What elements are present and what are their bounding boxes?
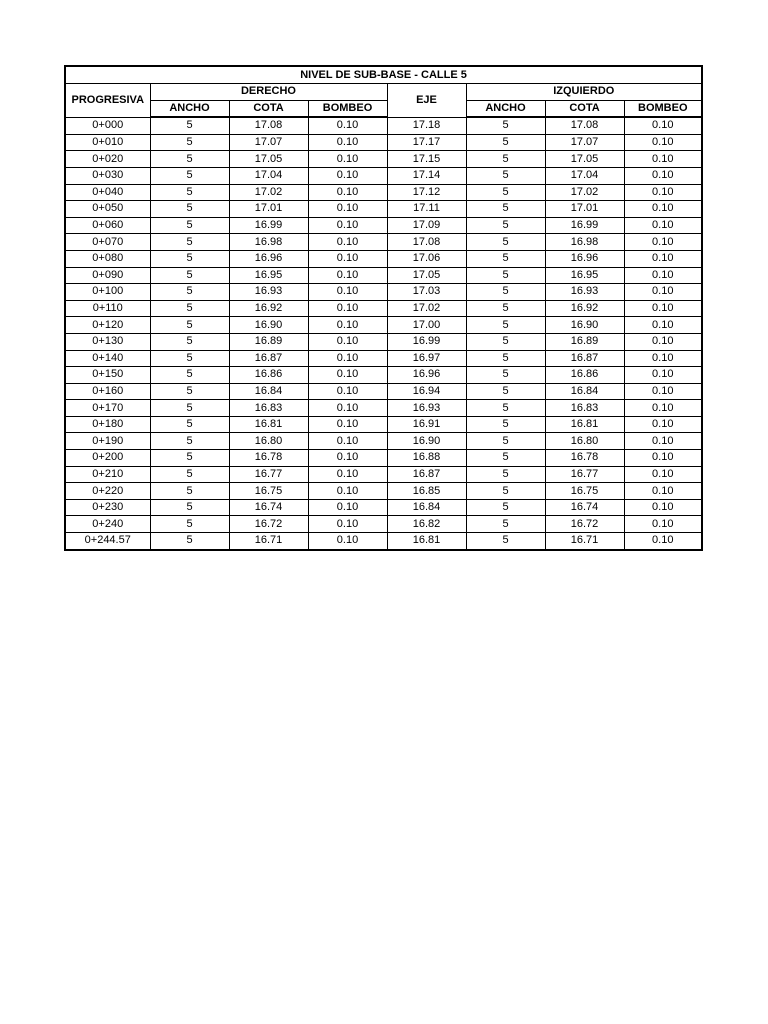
cota-izquierdo-cell: 16.95 <box>545 267 624 284</box>
table-row <box>65 300 702 317</box>
bombeo-izquierdo-cell: 0.10 <box>624 333 702 350</box>
progresiva-cell: 0+190 <box>65 433 150 450</box>
bombeo-izquierdo-cell: 0.10 <box>624 267 702 284</box>
bombeo-izquierdo-cell: 0.10 <box>624 134 702 151</box>
table-row <box>65 333 702 350</box>
progresiva-cell: 0+140 <box>65 350 150 367</box>
bombeo-izquierdo-cell: 0.10 <box>624 234 702 251</box>
eje-cell: 17.02 <box>387 300 466 317</box>
cota-derecho-cell: 16.75 <box>229 483 308 500</box>
derecho-header: DERECHO <box>150 84 387 101</box>
cota-derecho-cell: 16.93 <box>229 284 308 301</box>
bombeo-derecho-cell: 0.10 <box>308 533 387 550</box>
cota-derecho-cell: 17.04 <box>229 167 308 184</box>
ancho-derecho-cell: 5 <box>150 250 229 267</box>
bombeo-izquierdo-cell: 0.10 <box>624 167 702 184</box>
cota-izquierdo-cell: 16.74 <box>545 499 624 516</box>
bombeo-derecho-cell: 0.10 <box>308 151 387 168</box>
bombeo-izquierdo-cell: 0.10 <box>624 284 702 301</box>
bombeo-izquierdo-cell: 0.10 <box>624 117 702 134</box>
cota-derecho-cell: 16.78 <box>229 450 308 467</box>
eje-header: EJE <box>387 84 466 118</box>
cota-derecho-cell: 16.80 <box>229 433 308 450</box>
ancho-izquierdo-cell: 5 <box>466 333 545 350</box>
bombeo-derecho-cell: 0.10 <box>308 234 387 251</box>
eje-cell: 16.99 <box>387 333 466 350</box>
bombeo-derecho-cell: 0.10 <box>308 416 387 433</box>
progresiva-cell: 0+080 <box>65 250 150 267</box>
cota-izquierdo-cell: 17.02 <box>545 184 624 201</box>
cota-derecho-cell: 16.98 <box>229 234 308 251</box>
cota-izquierdo-cell: 16.81 <box>545 416 624 433</box>
ancho-izquierdo-cell: 5 <box>466 383 545 400</box>
ancho-derecho-cell: 5 <box>150 167 229 184</box>
progresiva-header: PROGRESIVA <box>65 84 150 118</box>
progresiva-cell: 0+040 <box>65 184 150 201</box>
ancho-izquierdo-cell: 5 <box>466 217 545 234</box>
eje-cell: 16.93 <box>387 400 466 417</box>
cota-derecho-cell: 17.02 <box>229 184 308 201</box>
ancho-derecho-cell: 5 <box>150 367 229 384</box>
cota-derecho-cell: 16.96 <box>229 250 308 267</box>
ancho-izquierdo-cell: 5 <box>466 516 545 533</box>
ancho-izquierdo-header: ANCHO <box>466 100 545 117</box>
cota-derecho-cell: 16.99 <box>229 217 308 234</box>
cota-izquierdo-cell: 16.87 <box>545 350 624 367</box>
table-title: NIVEL DE SUB-BASE - CALLE 5 <box>65 66 702 84</box>
cota-izquierdo-cell: 16.75 <box>545 483 624 500</box>
table-row <box>65 383 702 400</box>
cota-izquierdo-cell: 16.90 <box>545 317 624 334</box>
ancho-derecho-cell: 5 <box>150 217 229 234</box>
cota-derecho-cell: 16.83 <box>229 400 308 417</box>
eje-cell: 16.88 <box>387 450 466 467</box>
cota-izquierdo-cell: 16.72 <box>545 516 624 533</box>
ancho-derecho-cell: 5 <box>150 134 229 151</box>
progresiva-cell: 0+110 <box>65 300 150 317</box>
bombeo-derecho-cell: 0.10 <box>308 300 387 317</box>
progresiva-cell: 0+180 <box>65 416 150 433</box>
table-row <box>65 167 702 184</box>
ancho-derecho-cell: 5 <box>150 416 229 433</box>
progresiva-cell: 0+070 <box>65 234 150 251</box>
cota-izquierdo-cell: 17.08 <box>545 117 624 134</box>
bombeo-derecho-cell: 0.10 <box>308 267 387 284</box>
cota-izquierdo-cell: 16.71 <box>545 533 624 550</box>
bombeo-izquierdo-cell: 0.10 <box>624 151 702 168</box>
cota-derecho-header: COTA <box>229 100 308 117</box>
ancho-izquierdo-cell: 5 <box>466 466 545 483</box>
ancho-izquierdo-cell: 5 <box>466 416 545 433</box>
spreadsheet-sheet <box>64 65 701 551</box>
table-row <box>65 201 702 218</box>
bombeo-izquierdo-cell: 0.10 <box>624 516 702 533</box>
ancho-derecho-cell: 5 <box>150 201 229 218</box>
ancho-izquierdo-cell: 5 <box>466 317 545 334</box>
progresiva-cell: 0+244.57 <box>65 533 150 550</box>
bombeo-derecho-cell: 0.10 <box>308 250 387 267</box>
table-row <box>65 134 702 151</box>
cota-izquierdo-cell: 17.07 <box>545 134 624 151</box>
bombeo-izquierdo-cell: 0.10 <box>624 400 702 417</box>
progresiva-cell: 0+050 <box>65 201 150 218</box>
cota-izquierdo-cell: 16.96 <box>545 250 624 267</box>
table-row <box>65 533 702 550</box>
cota-izquierdo-header: COTA <box>545 100 624 117</box>
ancho-izquierdo-cell: 5 <box>466 350 545 367</box>
table-body <box>65 117 702 549</box>
eje-cell: 17.18 <box>387 117 466 134</box>
progresiva-cell: 0+100 <box>65 284 150 301</box>
cota-izquierdo-cell: 16.98 <box>545 234 624 251</box>
cota-derecho-cell: 16.90 <box>229 317 308 334</box>
ancho-derecho-cell: 5 <box>150 483 229 500</box>
ancho-derecho-header: ANCHO <box>150 100 229 117</box>
bombeo-izquierdo-cell: 0.10 <box>624 317 702 334</box>
cota-izquierdo-cell: 16.83 <box>545 400 624 417</box>
cota-derecho-cell: 16.81 <box>229 416 308 433</box>
table-row <box>65 466 702 483</box>
bombeo-derecho-cell: 0.10 <box>308 516 387 533</box>
table-row <box>65 317 702 334</box>
progresiva-cell: 0+030 <box>65 167 150 184</box>
progresiva-cell: 0+210 <box>65 466 150 483</box>
bombeo-derecho-cell: 0.10 <box>308 333 387 350</box>
bombeo-derecho-cell: 0.10 <box>308 201 387 218</box>
ancho-derecho-cell: 5 <box>150 151 229 168</box>
bombeo-izquierdo-cell: 0.10 <box>624 184 702 201</box>
bombeo-izquierdo-cell: 0.10 <box>624 217 702 234</box>
eje-cell: 16.85 <box>387 483 466 500</box>
progresiva-cell: 0+150 <box>65 367 150 384</box>
bombeo-derecho-cell: 0.10 <box>308 167 387 184</box>
ancho-izquierdo-cell: 5 <box>466 167 545 184</box>
ancho-izquierdo-cell: 5 <box>466 483 545 500</box>
progresiva-cell: 0+060 <box>65 217 150 234</box>
cota-izquierdo-cell: 17.01 <box>545 201 624 218</box>
bombeo-izquierdo-cell: 0.10 <box>624 416 702 433</box>
cota-izquierdo-cell: 16.93 <box>545 284 624 301</box>
progresiva-cell: 0+220 <box>65 483 150 500</box>
sub-base-level-table <box>64 65 703 551</box>
cota-derecho-cell: 16.87 <box>229 350 308 367</box>
ancho-derecho-cell: 5 <box>150 333 229 350</box>
eje-cell: 16.87 <box>387 466 466 483</box>
bombeo-derecho-cell: 0.10 <box>308 117 387 134</box>
eje-cell: 17.14 <box>387 167 466 184</box>
table-row <box>65 117 702 134</box>
ancho-derecho-cell: 5 <box>150 350 229 367</box>
cota-izquierdo-cell: 16.86 <box>545 367 624 384</box>
table-row <box>65 234 702 251</box>
cota-derecho-cell: 16.71 <box>229 533 308 550</box>
eje-cell: 16.96 <box>387 367 466 384</box>
cota-derecho-cell: 17.01 <box>229 201 308 218</box>
cota-derecho-cell: 16.84 <box>229 383 308 400</box>
cota-izquierdo-cell: 16.84 <box>545 383 624 400</box>
progresiva-cell: 0+010 <box>65 134 150 151</box>
cota-derecho-cell: 16.89 <box>229 333 308 350</box>
cota-derecho-cell: 16.86 <box>229 367 308 384</box>
ancho-derecho-cell: 5 <box>150 284 229 301</box>
ancho-izquierdo-cell: 5 <box>466 184 545 201</box>
table-row <box>65 184 702 201</box>
progresiva-cell: 0+020 <box>65 151 150 168</box>
bombeo-izquierdo-cell: 0.10 <box>624 533 702 550</box>
eje-cell: 17.00 <box>387 317 466 334</box>
ancho-derecho-cell: 5 <box>150 533 229 550</box>
ancho-izquierdo-cell: 5 <box>466 234 545 251</box>
bombeo-derecho-cell: 0.10 <box>308 450 387 467</box>
bombeo-derecho-cell: 0.10 <box>308 483 387 500</box>
ancho-derecho-cell: 5 <box>150 450 229 467</box>
cota-izquierdo-cell: 16.92 <box>545 300 624 317</box>
cota-derecho-cell: 16.74 <box>229 499 308 516</box>
ancho-derecho-cell: 5 <box>150 184 229 201</box>
eje-cell: 16.84 <box>387 499 466 516</box>
table-row <box>65 499 702 516</box>
ancho-izquierdo-cell: 5 <box>466 300 545 317</box>
bombeo-izquierdo-cell: 0.10 <box>624 483 702 500</box>
ancho-izquierdo-cell: 5 <box>466 367 545 384</box>
cota-derecho-cell: 17.05 <box>229 151 308 168</box>
bombeo-derecho-cell: 0.10 <box>308 184 387 201</box>
progresiva-cell: 0+120 <box>65 317 150 334</box>
bombeo-derecho-header: BOMBEO <box>308 100 387 117</box>
bombeo-izquierdo-cell: 0.10 <box>624 466 702 483</box>
table-row <box>65 350 702 367</box>
ancho-izquierdo-cell: 5 <box>466 533 545 550</box>
table-row <box>65 284 702 301</box>
bombeo-derecho-cell: 0.10 <box>308 284 387 301</box>
ancho-derecho-cell: 5 <box>150 466 229 483</box>
table-row <box>65 151 702 168</box>
bombeo-izquierdo-cell: 0.10 <box>624 450 702 467</box>
table-row <box>65 367 702 384</box>
cota-izquierdo-cell: 17.05 <box>545 151 624 168</box>
ancho-derecho-cell: 5 <box>150 433 229 450</box>
eje-cell: 16.94 <box>387 383 466 400</box>
bombeo-derecho-cell: 0.10 <box>308 383 387 400</box>
bombeo-izquierdo-cell: 0.10 <box>624 350 702 367</box>
eje-cell: 17.12 <box>387 184 466 201</box>
cota-derecho-cell: 17.07 <box>229 134 308 151</box>
ancho-derecho-cell: 5 <box>150 117 229 134</box>
bombeo-derecho-cell: 0.10 <box>308 134 387 151</box>
table-row <box>65 267 702 284</box>
eje-cell: 16.81 <box>387 533 466 550</box>
bombeo-derecho-cell: 0.10 <box>308 317 387 334</box>
eje-cell: 16.90 <box>387 433 466 450</box>
bombeo-izquierdo-cell: 0.10 <box>624 383 702 400</box>
table-row <box>65 433 702 450</box>
ancho-derecho-cell: 5 <box>150 267 229 284</box>
bombeo-derecho-cell: 0.10 <box>308 466 387 483</box>
ancho-izquierdo-cell: 5 <box>466 201 545 218</box>
progresiva-cell: 0+160 <box>65 383 150 400</box>
table-row <box>65 400 702 417</box>
bombeo-izquierdo-cell: 0.10 <box>624 433 702 450</box>
table-row <box>65 516 702 533</box>
progresiva-cell: 0+240 <box>65 516 150 533</box>
ancho-izquierdo-cell: 5 <box>466 134 545 151</box>
table-row <box>65 450 702 467</box>
cota-derecho-cell: 16.72 <box>229 516 308 533</box>
eje-cell: 16.82 <box>387 516 466 533</box>
table-row <box>65 483 702 500</box>
progresiva-cell: 0+090 <box>65 267 150 284</box>
bombeo-derecho-cell: 0.10 <box>308 350 387 367</box>
table-row <box>65 217 702 234</box>
eje-cell: 17.08 <box>387 234 466 251</box>
ancho-derecho-cell: 5 <box>150 516 229 533</box>
cota-derecho-cell: 16.77 <box>229 466 308 483</box>
ancho-derecho-cell: 5 <box>150 234 229 251</box>
ancho-izquierdo-cell: 5 <box>466 400 545 417</box>
ancho-derecho-cell: 5 <box>150 400 229 417</box>
ancho-izquierdo-cell: 5 <box>466 250 545 267</box>
ancho-derecho-cell: 5 <box>150 317 229 334</box>
cota-izquierdo-cell: 16.78 <box>545 450 624 467</box>
bombeo-derecho-cell: 0.10 <box>308 400 387 417</box>
progresiva-cell: 0+000 <box>65 117 150 134</box>
ancho-izquierdo-cell: 5 <box>466 117 545 134</box>
ancho-izquierdo-cell: 5 <box>466 433 545 450</box>
ancho-derecho-cell: 5 <box>150 300 229 317</box>
bombeo-izquierdo-cell: 0.10 <box>624 250 702 267</box>
eje-cell: 17.06 <box>387 250 466 267</box>
bombeo-derecho-cell: 0.10 <box>308 433 387 450</box>
ancho-izquierdo-cell: 5 <box>466 284 545 301</box>
progresiva-cell: 0+230 <box>65 499 150 516</box>
eje-cell: 17.09 <box>387 217 466 234</box>
eje-cell: 16.91 <box>387 416 466 433</box>
bombeo-derecho-cell: 0.10 <box>308 499 387 516</box>
cota-izquierdo-cell: 16.80 <box>545 433 624 450</box>
cota-derecho-cell: 16.95 <box>229 267 308 284</box>
eje-cell: 16.97 <box>387 350 466 367</box>
bombeo-derecho-cell: 0.10 <box>308 217 387 234</box>
cota-derecho-cell: 16.92 <box>229 300 308 317</box>
bombeo-derecho-cell: 0.10 <box>308 367 387 384</box>
bombeo-izquierdo-cell: 0.10 <box>624 367 702 384</box>
cota-izquierdo-cell: 16.99 <box>545 217 624 234</box>
progresiva-cell: 0+130 <box>65 333 150 350</box>
ancho-izquierdo-cell: 5 <box>466 267 545 284</box>
eje-cell: 17.05 <box>387 267 466 284</box>
bombeo-izquierdo-cell: 0.10 <box>624 201 702 218</box>
eje-cell: 17.11 <box>387 201 466 218</box>
table-row <box>65 250 702 267</box>
ancho-derecho-cell: 5 <box>150 499 229 516</box>
bombeo-izquierdo-header: BOMBEO <box>624 100 702 117</box>
progresiva-cell: 0+200 <box>65 450 150 467</box>
progresiva-cell: 0+170 <box>65 400 150 417</box>
ancho-izquierdo-cell: 5 <box>466 499 545 516</box>
cota-izquierdo-cell: 16.89 <box>545 333 624 350</box>
ancho-derecho-cell: 5 <box>150 383 229 400</box>
bombeo-izquierdo-cell: 0.10 <box>624 499 702 516</box>
cota-derecho-cell: 17.08 <box>229 117 308 134</box>
table-row <box>65 416 702 433</box>
izquierdo-header: IZQUIERDO <box>466 84 702 101</box>
eje-cell: 17.17 <box>387 134 466 151</box>
cota-izquierdo-cell: 16.77 <box>545 466 624 483</box>
eje-cell: 17.03 <box>387 284 466 301</box>
ancho-izquierdo-cell: 5 <box>466 450 545 467</box>
eje-cell: 17.15 <box>387 151 466 168</box>
bombeo-izquierdo-cell: 0.10 <box>624 300 702 317</box>
cota-izquierdo-cell: 17.04 <box>545 167 624 184</box>
ancho-izquierdo-cell: 5 <box>466 151 545 168</box>
